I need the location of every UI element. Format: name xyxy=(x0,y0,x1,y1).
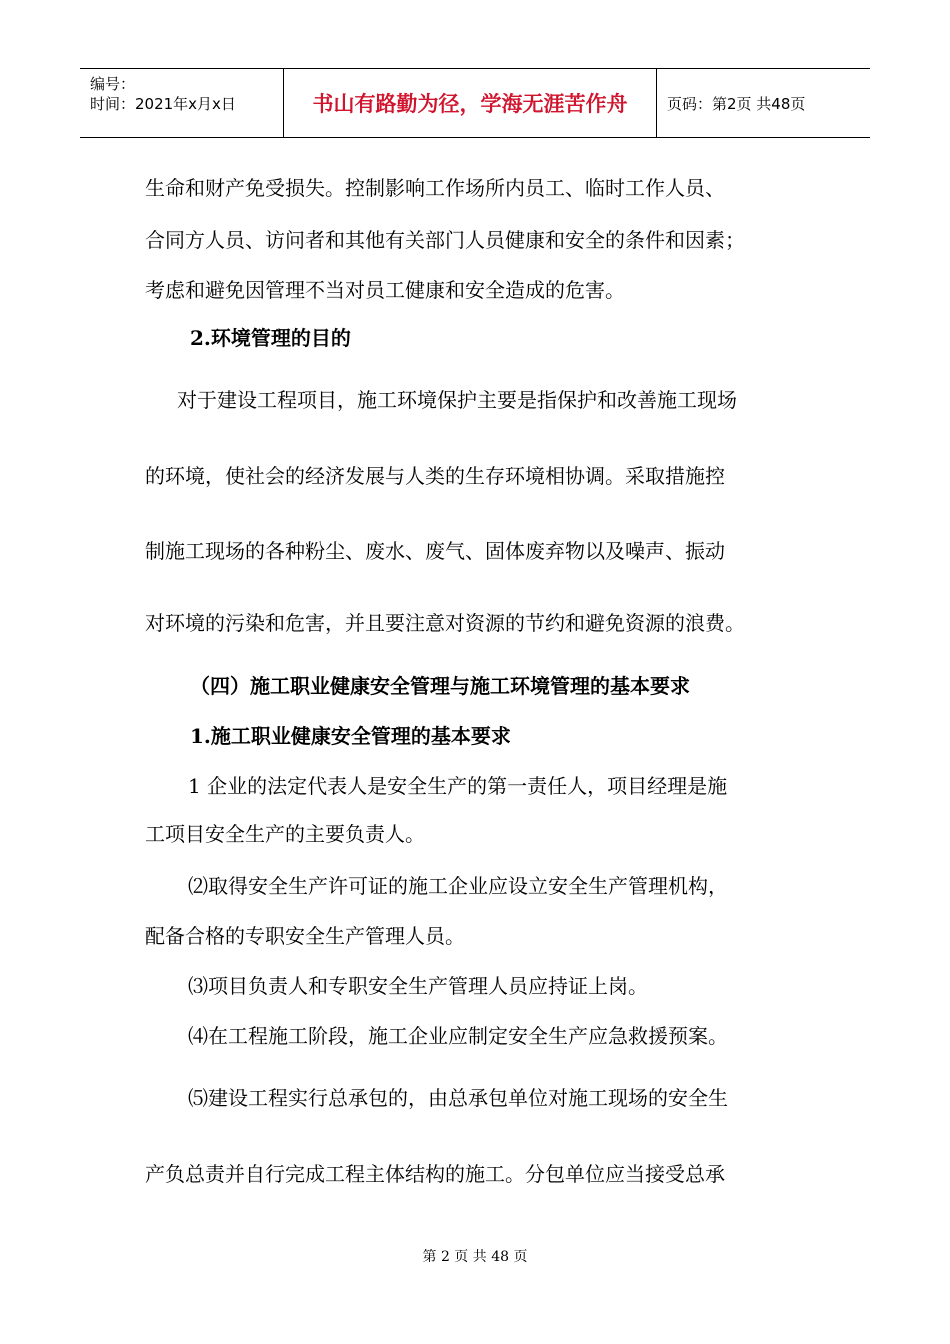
header-motto: 书山有路勤为径，学海无涯苦作舟 xyxy=(312,92,628,116)
paragraph-line: 对环境的污染和危害，并且要注意对资源的节约和避免资源的浪费。 xyxy=(145,611,745,635)
page-footer: 第 2 页 共 48 页 xyxy=(422,1249,528,1265)
list-item: ⑸建设工程实行总承包的，由总承包单位对施工现场的安全生 xyxy=(188,1086,728,1110)
document-time-label: 时间：2021年x月x日 xyxy=(90,95,236,113)
list-item-continuation: 配备合格的专职安全生产管理人员。 xyxy=(145,924,465,948)
header-motto-cell xyxy=(283,69,657,137)
list-item-continuation: 工项目安全生产的主要负责人。 xyxy=(145,822,425,846)
document-number-label: 编号： xyxy=(90,75,136,93)
header-page-cell xyxy=(657,69,870,137)
paragraph-line: 制施工现场的各种粉尘、废水、废气、固体废弃物以及噪声、振动 xyxy=(145,539,725,563)
header-page-info: 页码：第2页 共48页 xyxy=(667,94,806,113)
list-item: ⑶项目负责人和专职安全生产管理人员应持证上岗。 xyxy=(188,974,648,998)
paragraph-line: 考虑和避免因管理不当对员工健康和安全造成的危害。 xyxy=(145,278,625,302)
paragraph-line: 的环境，使社会的经济发展与人类的生存环境相协调。采取措施控 xyxy=(145,464,725,488)
paragraph-line: 对于建设工程项目，施工环境保护主要是指保护和改善施工现场 xyxy=(177,388,737,412)
paragraph-line: 生命和财产免受损失。控制影响工作场所内员工、临时工作人员、 xyxy=(145,176,725,200)
chapter-heading: （四）施工职业健康安全管理与施工环境管理的基本要求 xyxy=(190,674,690,698)
header-left-cell xyxy=(80,69,283,137)
list-item-continuation: 产负总责并自行完成工程主体结构的施工。分包单位应当接受总承 xyxy=(145,1162,725,1186)
section-heading: 1.施工职业健康安全管理的基本要求 xyxy=(190,724,511,748)
paragraph-line: 合同方人员、访问者和其他有关部门人员健康和安全的条件和因素； xyxy=(145,228,745,252)
page-header xyxy=(80,68,870,138)
list-item: ⑷在工程施工阶段，施工企业应制定安全生产应急救援预案。 xyxy=(188,1024,728,1048)
list-item: ⑵取得安全生产许可证的施工企业应设立安全生产管理机构， xyxy=(188,874,728,898)
section-heading: 2.环境管理的目的 xyxy=(190,326,351,350)
list-item: 1 企业的法定代表人是安全生产的第一责任人，项目经理是施 xyxy=(188,774,728,798)
